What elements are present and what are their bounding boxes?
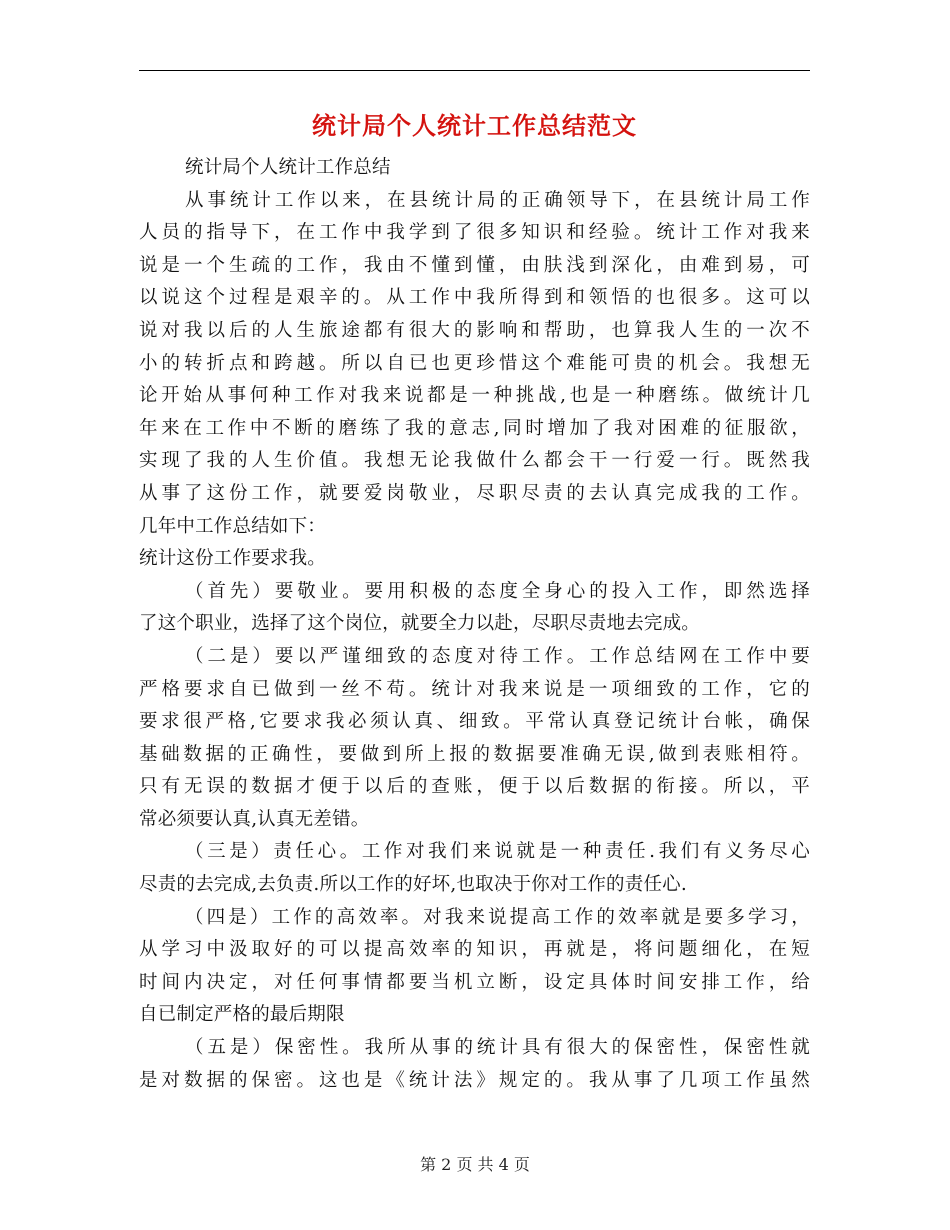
body-line: 说是一个生疏的工作，我由不懂到懂，由肤浅到深化，由难到易，可 (139, 254, 810, 276)
body-line: （首先）要敬业。要用积极的态度全身心的投入工作，即然选择 (185, 580, 810, 602)
body-line: （四是）工作的高效率。对我来说提高工作的效率就是要多学习， (185, 906, 810, 928)
page-footer: 第 2 页 共 4 页 (420, 1155, 530, 1174)
body-line: 尽责的去完成,去负责.所以工作的好坏,也取决于你对工作的责任心. (139, 874, 687, 896)
body-line: 自已制定严格的最后期限 (139, 1004, 345, 1026)
body-line: 严格要求自已做到一丝不苟。统计对我来说是一项细致的工作，它的 (139, 678, 810, 700)
body-line: 基础数据的正确性，要做到所上报的数据要准确无误,做到表账相符。 (139, 743, 810, 765)
header-rule (139, 70, 810, 71)
body-line: （三是）责任心。工作对我们来说就是一种责任.我们有义务尽心 (185, 841, 810, 863)
body-line: 几年中工作总结如下： (139, 515, 327, 537)
body-line: 要求很严格,它要求我必须认真、细致。平常认真登记统计台帐，确保 (139, 711, 810, 733)
document-body (139, 152, 810, 1097)
body-line: 以说这个过程是艰辛的。从工作中我所得到和领悟的也很多。这可以 (139, 287, 810, 309)
body-line: 年来在工作中不断的磨练了我的意志,同时增加了我对困难的征服欲， (139, 417, 810, 439)
body-line: 说对我以后的人生旅途都有很大的影响和帮助，也算我人生的一次不 (139, 319, 810, 341)
body-line: 时间内决定，对任何事情都要当机立断，设定具体时间安排工作，给 (139, 971, 810, 993)
body-line: 了这个职业，选择了这个岗位，就要全力以赴，尽职尽责地去完成。 (139, 613, 701, 635)
body-line: 统计局个人统计工作总结 (185, 157, 391, 178)
body-line: 只有无误的数据才便于以后的查账，便于以后数据的衔接。所以，平 (139, 776, 810, 798)
body-line: 从学习中汲取好的可以提高效率的知识，再就是，将问题细化，在短 (139, 939, 810, 961)
body-line: （二是）要以严谨细致的态度对待工作。工作总结网在工作中要 (185, 645, 810, 667)
body-line: 人员的指导下，在工作中我学到了很多知识和经验。统计工作对我来 (139, 222, 810, 244)
body-line: 论开始从事何种工作对我来说都是一种挑战,也是一种磨练。做统计几 (139, 385, 810, 407)
body-line: 是对数据的保密。这也是《统计法》规定的。我从事了几项工作虽然 (139, 1069, 810, 1091)
body-line: 从事了这份工作，就要爱岗敬业，尽职尽责的去认真完成我的工作。 (139, 482, 810, 504)
body-line: 常必须要认真,认真无差错。 (139, 808, 370, 830)
body-line: （五是）保密性。我所从事的统计具有很大的保密性，保密性就 (185, 1037, 810, 1059)
body-line: 从事统计工作以来，在县统计局的正确领导下，在县统计局工作 (185, 189, 810, 211)
body-line: 实现了我的人生价值。我想无论我做什么都会干一行爱一行。既然我 (139, 450, 810, 472)
body-line: 小的转折点和跨越。所以自已也更珍惜这个难能可贵的机会。我想无 (139, 352, 810, 374)
document-title: 统计局个人统计工作总结范文 (312, 111, 637, 140)
body-line: 统计这份工作要求我。 (139, 548, 327, 570)
